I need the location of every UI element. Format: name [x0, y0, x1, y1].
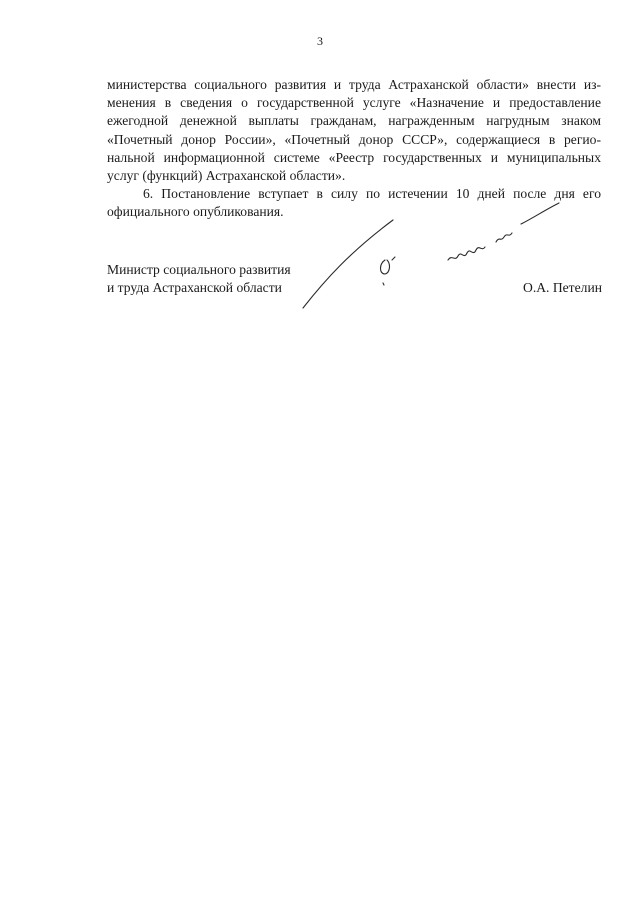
page-number: 3: [317, 34, 323, 48]
paragraph-6-line: официального опубликования.: [107, 204, 284, 220]
body-line: «Почетный донор России», «Почетный донор СССР», содержащиеся в регио-: [107, 131, 601, 147]
paragraph-6-line: 6. Постановление вступает в силу по истечении 10 дней после дня его: [143, 186, 601, 202]
body-line: ежегодной денежной выплаты гражданам, награжденным нагрудным знаком: [107, 113, 601, 129]
body-line: услуг (функций) Астраханской области».: [107, 167, 346, 183]
signature-stroke: [496, 233, 512, 242]
signature-stroke: [521, 203, 559, 224]
signature-stroke: [381, 260, 390, 274]
signature-stroke: [392, 257, 395, 260]
body-line: менения в сведения о государственной услуге «Назначение и предоставление: [107, 95, 601, 111]
signature-stroke: [448, 247, 485, 260]
body-line: министерства социального развития и труда Астраханской области» внести из-: [107, 77, 601, 92]
body-line: нальной информационной системе «Реестр государственных и муниципальных: [107, 149, 601, 165]
position-line-2: и труда Астраханской области: [107, 280, 282, 296]
signature-stroke: [383, 283, 384, 285]
signatory-name: О.А. Петелин: [523, 280, 602, 295]
signatory-position: [107, 261, 291, 297]
position-line-1: Министр социального развития: [107, 262, 291, 277]
handwritten-signature: [295, 190, 575, 310]
signature-stroke: [303, 220, 393, 308]
